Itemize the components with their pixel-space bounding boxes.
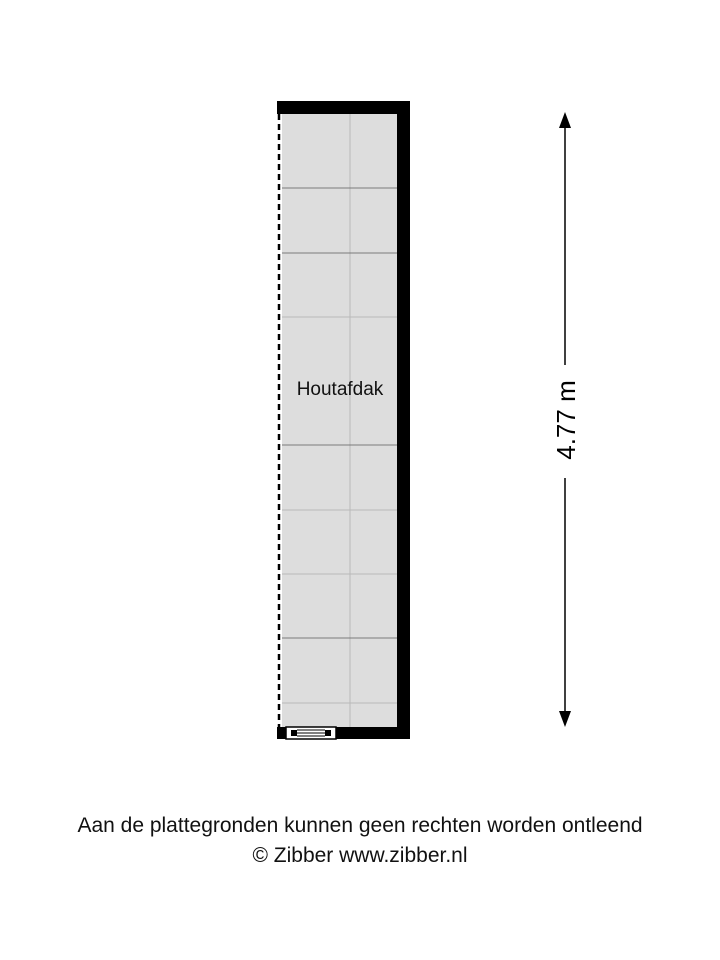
copyright-text: © Zibber www.zibber.nl — [252, 844, 468, 867]
arrow-up-icon — [559, 112, 571, 128]
room-floor — [282, 113, 398, 727]
dimension-label: 4.77 m — [551, 380, 581, 460]
room-label: Houtafdak — [296, 379, 384, 400]
wall-right — [397, 101, 410, 739]
wall-bottom-left — [277, 727, 286, 739]
wall-top — [277, 101, 410, 114]
disclaimer-text: Aan de plattegronden kunnen geen rechten worden ontleend — [77, 814, 643, 837]
window-symbol — [286, 727, 336, 739]
wall-bottom-right — [336, 727, 410, 739]
arrow-down-icon — [559, 711, 571, 727]
